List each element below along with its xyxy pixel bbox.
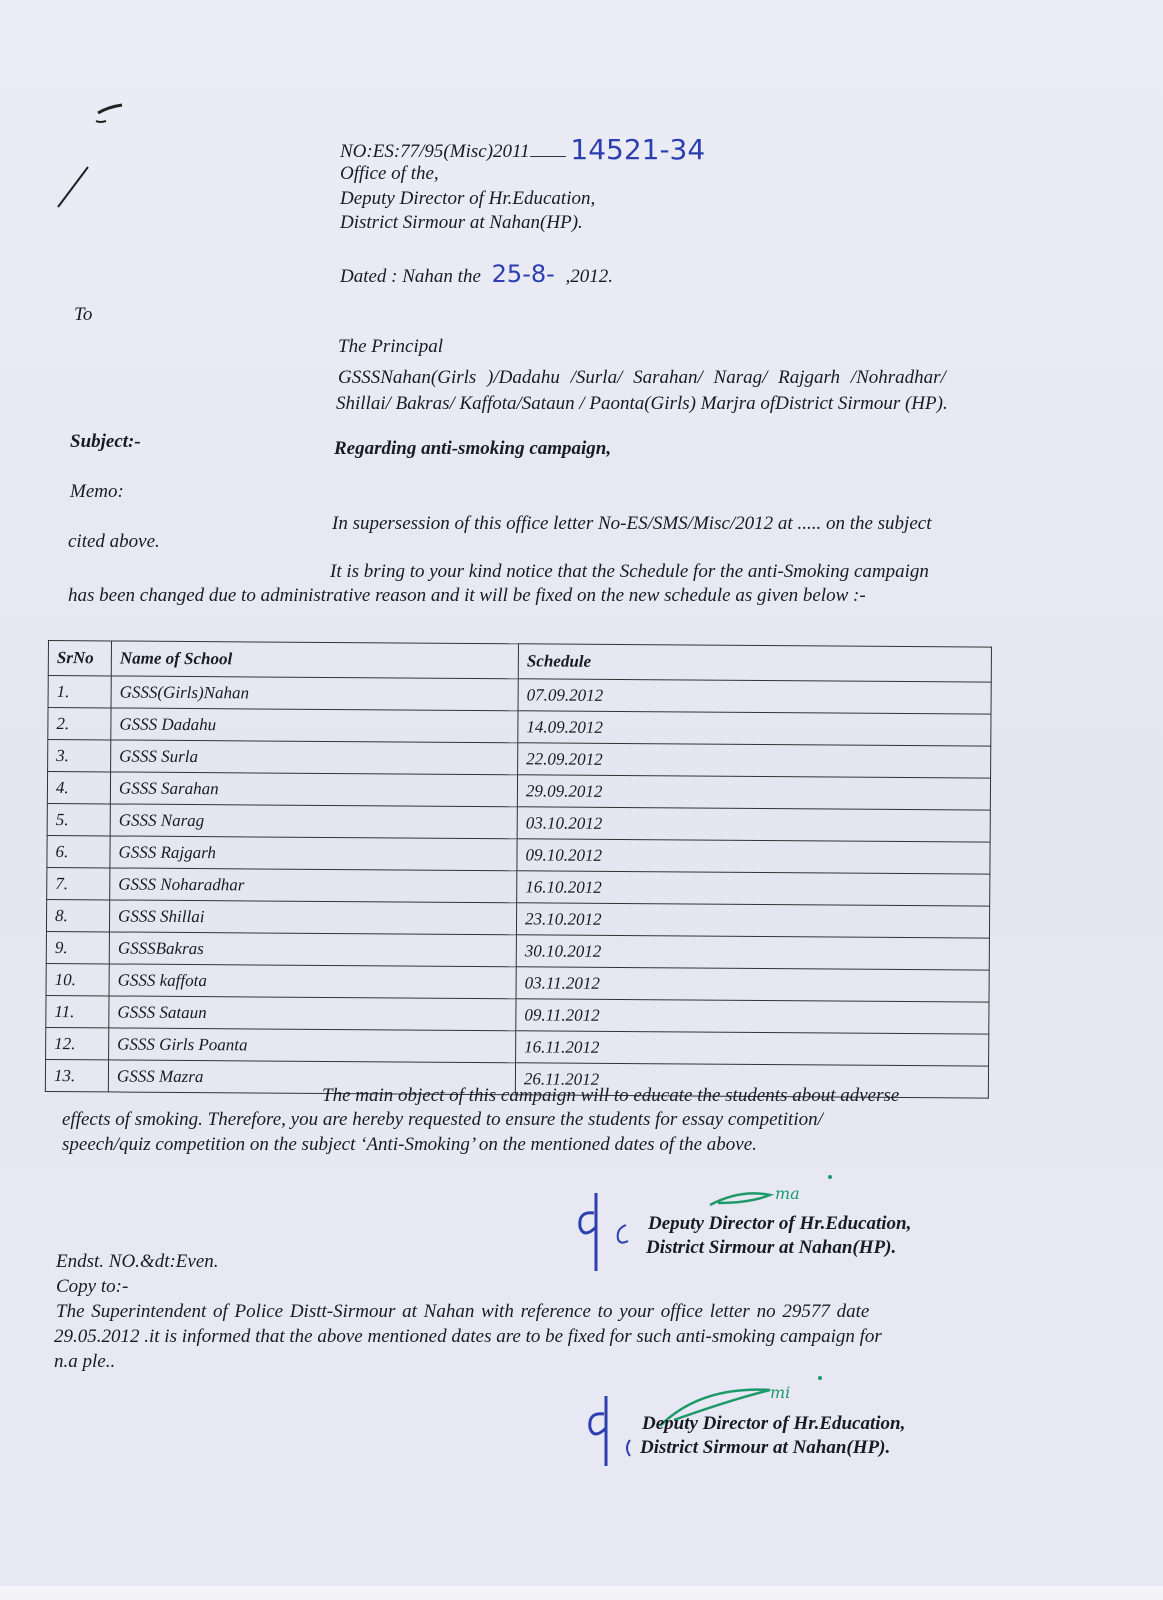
cell-srno: 1. (48, 676, 111, 708)
cell-school: GSSS(Girls)Nahan (111, 676, 518, 711)
endorsement-line-2: 29.05.2012 .it is informed that the above mentioned dates are to be fixed for such anti-smoking campaign for (54, 1326, 882, 1347)
cell-srno: 11. (46, 995, 109, 1027)
punch-mark-icon (50, 95, 140, 215)
endorsement-number: Endst. NO.&dt:Even. (56, 1251, 219, 1272)
subject-label: Subject:- (70, 431, 141, 452)
office-line-2: Deputy Director of Hr.Education, (340, 188, 596, 209)
cell-srno: 7. (47, 867, 110, 899)
cell-srno: 2. (48, 708, 111, 740)
ref-no-handwritten: 14521-34 (570, 133, 706, 166)
cell-schedule: 09.11.2012 (516, 999, 989, 1034)
signature-1-line-2: District Sirmour at Nahan(HP). (646, 1237, 897, 1258)
cell-srno: 4. (47, 772, 110, 804)
header-srno: SrNo (48, 641, 111, 676)
cell-school: GSSS Sarahan (110, 772, 517, 807)
header-schedule: Schedule (518, 644, 991, 682)
closing-line-1: The main object of this campaign will to educate the students about adverse (322, 1085, 900, 1106)
addressee-title: The Principal (338, 336, 444, 357)
cell-srno: 12. (46, 1027, 109, 1059)
cell-schedule: 07.09.2012 (518, 679, 991, 714)
copy-to-label: Copy to:- (56, 1276, 129, 1297)
cell-school: GSSSBakras (109, 932, 516, 967)
cell-srno: 3. (48, 740, 111, 772)
cell-schedule: 23.10.2012 (516, 903, 989, 938)
cell-schedule: 03.11.2012 (516, 967, 989, 1002)
cell-schedule: 14.09.2012 (518, 711, 991, 746)
memo-para1-line2: cited above. (68, 531, 160, 552)
cell-srno: 10. (46, 963, 109, 995)
closing-line-2: effects of smoking. Therefore, you are hereby requested to ensure the students for essay competition/ (62, 1109, 823, 1130)
page-bottom-edge (0, 1586, 1163, 1600)
cell-school: GSSS Sataun (109, 996, 516, 1031)
cell-school: GSSS kaffota (109, 964, 516, 999)
cell-schedule: 30.10.2012 (516, 935, 989, 970)
dated-suffix: ,2012. (565, 266, 614, 287)
cell-school: GSSS Surla (111, 740, 518, 775)
cell-schedule: 16.11.2012 (516, 1031, 989, 1066)
cell-school: GSSS Mazra (108, 1060, 515, 1095)
svg-text:mi: mi (770, 1383, 791, 1402)
dated-line (340, 262, 613, 289)
cell-schedule: 03.10.2012 (517, 807, 990, 842)
cell-school: GSSS Shillai (109, 900, 516, 935)
cell-srno: 8. (46, 899, 109, 931)
reference-number (340, 133, 706, 166)
cell-school: GSSS Girls Poanta (109, 1028, 516, 1063)
office-line-1: Office of the, (340, 163, 439, 184)
cell-schedule: 29.09.2012 (517, 775, 990, 810)
addressee-line-1: GSSSNahan(Girls )/Dadahu /Surla/ Sarahan/ Narag/ Rajgarh /Nohradhar/ (338, 367, 946, 388)
schedule-table (45, 640, 992, 1099)
memo-para2-line1: It is bring to your kind notice that the Schedule for the anti-Smoking campaign (330, 561, 929, 582)
memo-para1-line1: In supersession of this office letter No-ES/SMS/Misc/2012 at ..... on the subject (332, 513, 932, 534)
header-school: Name of School (111, 641, 518, 679)
endorsement-line-3: n.a ple.. (54, 1351, 116, 1372)
closing-line-3: speech/quiz competition on the subject ‘Anti-Smoking’ on the mentioned dates of the above. (62, 1134, 757, 1155)
dated-prefix: Dated : Nahan the (340, 266, 481, 287)
cell-srno: 9. (46, 931, 109, 963)
cell-school: GSSS Noharadhar (110, 868, 517, 903)
signature-1-line-1: Deputy Director of Hr.Education, (648, 1213, 912, 1234)
cell-schedule: 09.10.2012 (517, 839, 990, 874)
dated-handwritten: 25-8- (491, 260, 555, 288)
signature-2-line-1: Deputy Director of Hr.Education, (642, 1413, 906, 1434)
to-label: To (74, 304, 93, 325)
signature-2-line-2: District Sirmour at Nahan(HP). (640, 1437, 891, 1458)
ref-no-prefix: NO:ES:77/95(Misc)2011 (340, 141, 530, 162)
cell-schedule: 22.09.2012 (518, 743, 991, 778)
memo-para2-line2: has been changed due to administrative reason and it will be fixed on the new schedule as given below :- (68, 585, 866, 606)
endorsement-line-1: The Superintendent of Police Distt-Sirmour at Nahan with reference to your office letter no 29577 date (56, 1301, 870, 1322)
cell-schedule: 26.11.2012 (515, 1063, 988, 1098)
cell-srno: 6. (47, 835, 110, 867)
office-line-3: District Sirmour at Nahan(HP). (340, 212, 583, 233)
subject-text: Regarding anti-smoking campaign, (334, 438, 612, 459)
cell-schedule: 16.10.2012 (517, 871, 990, 906)
svg-text:ma: ma (775, 1184, 800, 1203)
cell-school: GSSS Dadahu (111, 708, 518, 743)
memo-label: Memo: (70, 481, 124, 502)
cell-school: GSSS Narag (110, 804, 517, 839)
cell-school: GSSS Rajgarh (110, 836, 517, 871)
cell-srno: 5. (47, 803, 110, 835)
addressee-line-2: Shillai/ Bakras/ Kaffota/Sataun / Paonta(Girls) Marjra ofDistrict Sirmour (HP). (336, 393, 948, 414)
cell-srno: 13. (45, 1059, 108, 1091)
